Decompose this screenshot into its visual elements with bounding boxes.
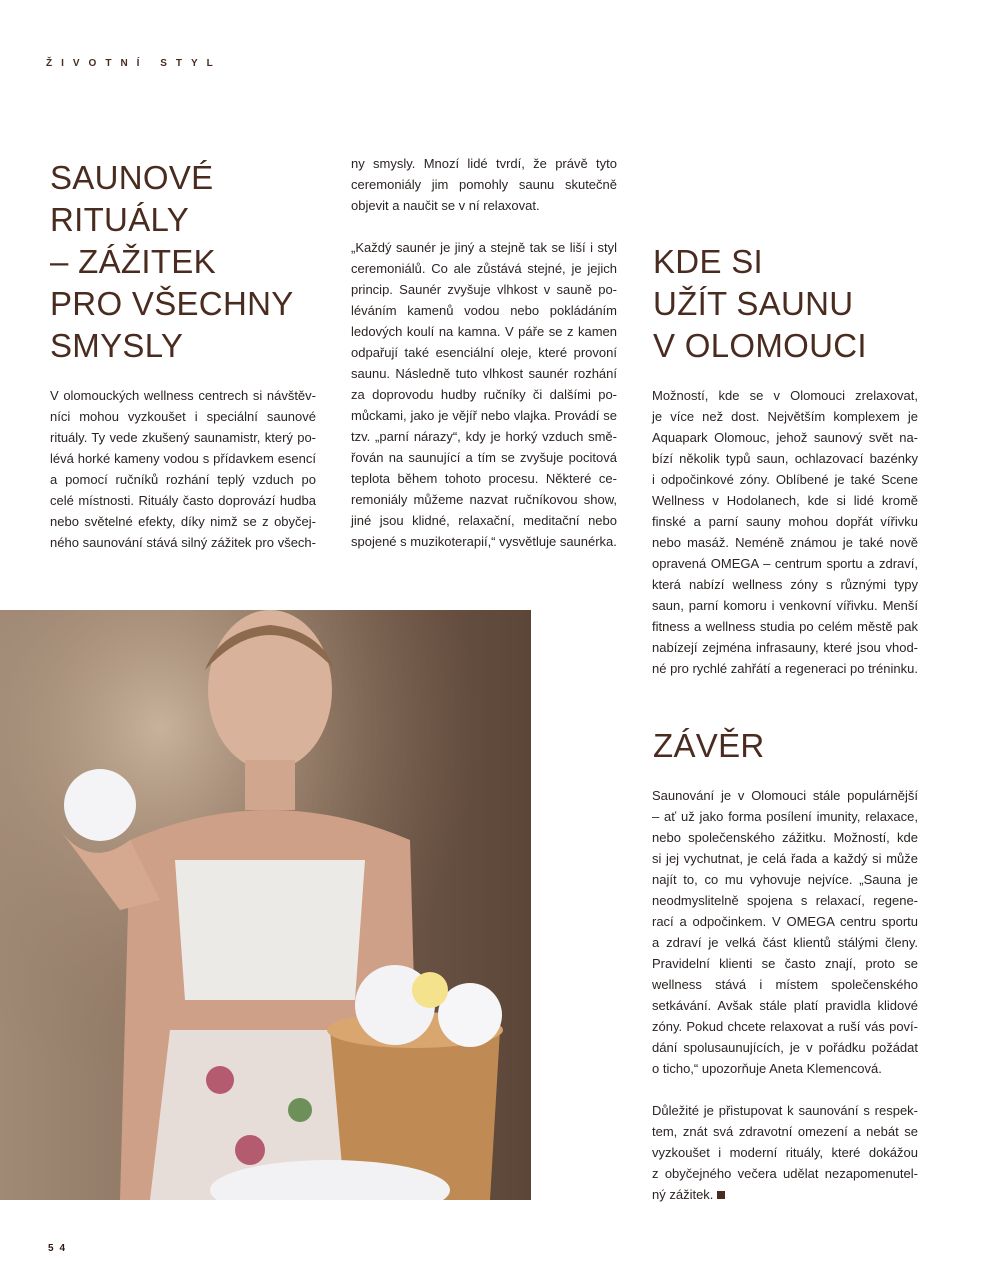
- text-line: [652, 1100, 918, 1121]
- paragraph: [351, 237, 617, 552]
- line-text: setkávání. Avšak stále platí pravidla klidové: [652, 998, 918, 1013]
- intro-column: [50, 385, 316, 553]
- text-line: [351, 300, 617, 321]
- paragraph: [652, 385, 918, 679]
- line-text: jiné jsou klidné, relaxační, meditační nebo: [351, 513, 617, 528]
- text-line: [351, 279, 617, 300]
- text-line: [652, 1037, 918, 1058]
- heading-line: KDE SI: [653, 243, 764, 280]
- text-line: [351, 426, 617, 447]
- line-text: Wellness v Hodolanech, kde si lidé kromě: [652, 493, 918, 508]
- text-line: [652, 658, 918, 679]
- line-text: spojené s muzikoterapií,“ vysvětluje saunérka.: [351, 534, 617, 549]
- text-line: [652, 1121, 918, 1142]
- text-line: [652, 995, 918, 1016]
- where-column: [652, 385, 918, 679]
- text-line: [652, 1163, 918, 1184]
- quote-column: [351, 153, 617, 552]
- text-line: [351, 384, 617, 405]
- text-line: [652, 911, 918, 932]
- text-line: [652, 1184, 918, 1205]
- article-title: [50, 157, 294, 367]
- heading-line: V OLOMOUCI: [653, 327, 867, 364]
- where-heading: [653, 241, 867, 367]
- line-text: Aquapark Olomouc, jehož saunový svět na-: [652, 430, 918, 445]
- line-text: rací a odpočinkem. V OMEGA centru sportu: [652, 914, 918, 929]
- line-text: saunu. Následně tuto vlhkost saunér rozhání: [351, 366, 617, 381]
- line-text: né pro rychlé zahřátí a regeneraci po tréninku.: [652, 661, 918, 676]
- heading-line: SAUNOVÉ: [50, 159, 214, 196]
- text-line: [652, 890, 918, 911]
- line-text: tzv. „parní nárazy“, kdy je horký vzduch smě-: [351, 429, 617, 444]
- paragraph: [50, 385, 316, 553]
- text-line: [652, 785, 918, 806]
- text-line: [652, 1016, 918, 1037]
- text-line: [652, 932, 918, 953]
- text-line: [351, 174, 617, 195]
- line-text: opravená OMEGA – centrum sportu a zdraví,: [652, 556, 918, 571]
- line-text: vyzkoušet i moderní rituály, které dokážou: [652, 1145, 918, 1160]
- text-line: [351, 405, 617, 426]
- sauna-photo: [0, 610, 531, 1200]
- line-text: ceremoniálů. Co ale zůstává stejné, je jejich: [351, 261, 617, 276]
- heading-line: RITUÁLY: [50, 201, 190, 238]
- conclusion-heading: [653, 725, 765, 767]
- line-text: o ticho,“ upozorňuje Aneta Klemencová.: [652, 1061, 882, 1076]
- line-text: léváním kamenů vodou nebo pokládáním: [351, 303, 617, 318]
- paragraph: [652, 785, 918, 1079]
- line-text: teplota během tohoto procesu. Některé ce-: [351, 471, 617, 486]
- text-line: [50, 490, 316, 511]
- text-line: [50, 406, 316, 427]
- line-text: lévá horké kameny vodou s přídavkem esencí: [50, 451, 316, 466]
- line-text: fitness a wellness studia po celém městě pak: [652, 619, 918, 634]
- line-text: je více než dost. Největším komplexem je: [652, 409, 918, 424]
- text-line: [351, 237, 617, 258]
- line-text: Saunování je v Olomouci stále populárnější: [652, 788, 918, 803]
- text-line: [351, 363, 617, 384]
- end-mark-icon: [717, 1191, 725, 1199]
- line-text: za doprovodu hudby ručníky či dalšími po-: [351, 387, 617, 402]
- line-text: z obyčejného večera udělat nezapomenutel-: [652, 1166, 918, 1181]
- line-text: saun, parní komoru i venkovní vířivku. Menší: [652, 598, 918, 613]
- text-line: [652, 574, 918, 595]
- line-text: nebo masáž. Neméně známou je také nově: [652, 535, 918, 550]
- text-line: [652, 869, 918, 890]
- text-line: [652, 427, 918, 448]
- text-line: [351, 468, 617, 489]
- text-line: [652, 1142, 918, 1163]
- line-text: V olomouckých wellness centrech si návštěv-: [50, 388, 316, 403]
- line-text: wellness stává i místem společenského: [652, 977, 918, 992]
- line-text: neodmyslitelně spojena s relaxací, regene-: [652, 893, 918, 908]
- line-text: – ať už jako forma posílení imunity, relaxace,: [652, 809, 918, 824]
- line-text: odpařují také esenciální oleje, které provoní: [351, 345, 617, 360]
- line-text: i odpočinkové zóny. Oblíbené je také Scene: [652, 472, 918, 487]
- line-text: můckami, jako je vějíř nebo vlajka. Provádí se: [351, 408, 617, 423]
- section-label: ŽIVOTNÍ STYL: [46, 58, 222, 69]
- line-text: celé místnosti. Rituály často doprovází hudba: [50, 493, 316, 508]
- line-text: Pravidelní klienti se často znají, proto se: [652, 956, 918, 971]
- heading-line: SMYSLY: [50, 327, 184, 364]
- text-line: [351, 258, 617, 279]
- line-text: si jej vychutnat, je celá řada a každý si může: [652, 851, 918, 866]
- text-line: [351, 510, 617, 531]
- text-line: [652, 553, 918, 574]
- text-line: [652, 511, 918, 532]
- heading-line: PRO VŠECHNY: [50, 285, 294, 322]
- text-line: [351, 342, 617, 363]
- line-text: níci mohou vyzkoušet i speciální saunové: [50, 409, 316, 424]
- line-text: ledových koulí na kamna. V páře se z kamen: [351, 324, 617, 339]
- text-line: [351, 531, 617, 552]
- line-text: tem, znát svá zdravotní omezení a nebát se: [652, 1124, 918, 1139]
- paragraph: [351, 153, 617, 216]
- line-text: ného saunování stává silný zážitek pro všech-: [50, 535, 316, 550]
- text-line: [652, 406, 918, 427]
- text-line: [652, 385, 918, 406]
- text-line: [50, 448, 316, 469]
- text-line: [652, 848, 918, 869]
- text-line: [652, 953, 918, 974]
- line-text: zóny. Pokud chcete relaxovat a ruší vás poví-: [652, 1019, 918, 1034]
- text-line: [652, 827, 918, 848]
- line-text: bízí několik typů saun, ochlazovací bazénky: [652, 451, 918, 466]
- line-text: která nabízí wellness zóny s různými typy: [652, 577, 918, 592]
- line-text: a pomocí ručníků rozhání teplý vzduch po: [50, 472, 316, 487]
- text-line: [652, 1058, 918, 1079]
- text-line: [652, 595, 918, 616]
- text-line: [652, 806, 918, 827]
- text-line: [351, 489, 617, 510]
- line-text: objevit a naučit se v ní relaxovat.: [351, 198, 540, 213]
- line-text: a zdraví je velká část klientů stálými členy.: [652, 935, 918, 950]
- text-line: [50, 511, 316, 532]
- heading-line: UŽÍT SAUNU: [653, 285, 854, 322]
- line-text: dání spolusaunujících, je v pořádku požádat: [652, 1040, 918, 1055]
- text-line: [652, 974, 918, 995]
- heading-line: ZÁVĚR: [653, 727, 765, 764]
- line-text: nebo světelné efekty, díky nimž se z obyčej-: [50, 514, 316, 529]
- line-text: Důležité je přistupovat k saunování s respek-: [652, 1103, 918, 1118]
- text-line: [652, 448, 918, 469]
- line-text: „Každý saunér je jiný a stejně tak se liší i styl: [351, 240, 617, 255]
- line-text: finské a parní sauny mohou dopřát vířivku: [652, 514, 918, 529]
- text-line: [50, 469, 316, 490]
- text-line: [351, 153, 617, 174]
- text-line: [652, 637, 918, 658]
- text-line: [351, 195, 617, 216]
- text-line: [652, 532, 918, 553]
- line-text: remoniály můžeme nazvat ručníkovou show,: [351, 492, 617, 507]
- text-line: [50, 532, 316, 553]
- text-line: [652, 616, 918, 637]
- paragraph: [652, 1100, 918, 1205]
- text-line: [50, 385, 316, 406]
- line-text: řován na saunující a tím se zvyšuje pocitová: [351, 450, 617, 465]
- conclusion-column: [652, 785, 918, 1205]
- line-text: ny smysly. Mnozí lidé tvrdí, že právě tyto: [351, 156, 617, 171]
- text-line: [50, 427, 316, 448]
- page-number: 54: [48, 1243, 72, 1254]
- line-text: najít to, co mu vyhovuje nejvíce. „Sauna je: [652, 872, 918, 887]
- text-line: [652, 469, 918, 490]
- line-text: ný zážitek.: [652, 1187, 714, 1202]
- line-text: nebo společenského zážitku. Možností, kde: [652, 830, 918, 845]
- line-text: rituály. Ty vede zkušený saunamistr, který po-: [50, 430, 316, 445]
- text-line: [351, 447, 617, 468]
- line-text: nabízejí zejména infrasauny, které jsou vhod-: [652, 640, 918, 655]
- line-text: princip. Saunér zvyšuje vlhkost v sauně po-: [351, 282, 617, 297]
- heading-line: – ZÁŽITEK: [50, 243, 216, 280]
- text-line: [351, 321, 617, 342]
- line-text: Možností, kde se v Olomouci zrelaxovat,: [652, 388, 918, 403]
- text-line: [652, 490, 918, 511]
- line-text: ceremoniály jim pomohly saunu skutečně: [351, 177, 617, 192]
